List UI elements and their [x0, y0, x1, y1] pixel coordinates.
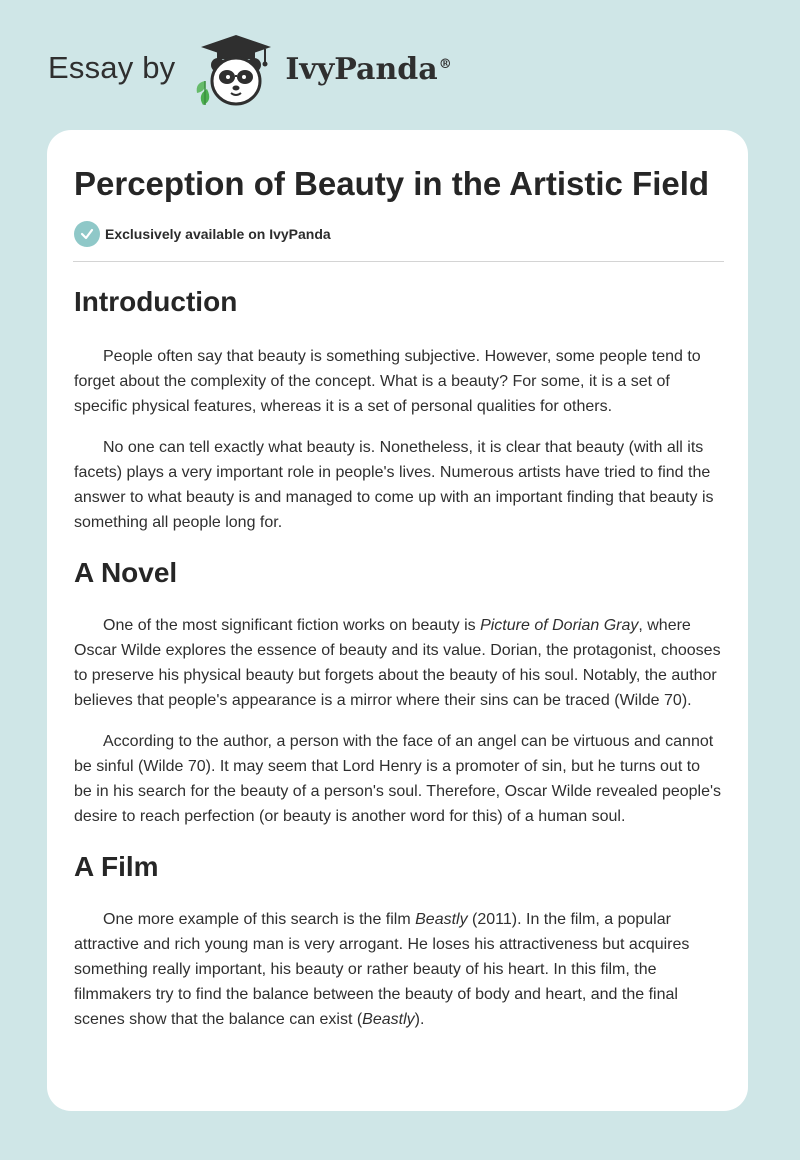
paragraph: People often say that beauty is something subjective. However, some people tend to forget about the complexity of the concept. What is a beauty? For some, it is a set of specific physical features, whereas it is a set of personal qualities for others. [74, 348, 701, 415]
exclusive-label: Exclusively available on IvyPanda [105, 226, 331, 242]
title-divider [73, 261, 724, 262]
paragraph: No one can tell exactly what beauty is. Nonetheless, it is clear that beauty (with all its facets) plays a very important role in people's lives. Numerous artists have tried to find the answer to what beauty is and managed to come up with an important finding that beauty is something all people long for. [74, 439, 714, 531]
brand-header [48, 32, 452, 112]
paragraph: According to the author, a person with the face of an angel can be virtuous and cannot be sinful (Wilde 70). It may seem that Lord Henry is a promoter of sin, but he turns out to be in his search for the beauty of a person's soul. Therefore, Oscar Wilde revealed people's desire to reach perfection (or beauty is another word for this) of a human soul. [74, 733, 722, 825]
panda-logo-icon [193, 33, 279, 109]
section-heading-film: A Film [74, 851, 159, 882]
film-title: Beastly [362, 1011, 415, 1028]
section-heading-novel: A Novel [74, 557, 178, 588]
paragraph: One more example of this search is the film Beastly (2011). In the film, a popular attractive and rich young man is very arrogant. He loses his attractiveness but acquires something really important, his beauty or rather beauty of his heart. In this film, the filmmakers try to find the balance between the beauty of body and heart, and the final scenes show that the balance can exist (Beastly). [74, 911, 690, 1028]
brand-prefix: Essay by [48, 50, 176, 85]
essay-body [74, 284, 722, 1032]
brand-name: IvyPanda® [285, 51, 452, 87]
check-icon [74, 221, 100, 247]
exclusive-badge [74, 221, 331, 247]
film-title: Beastly [415, 911, 468, 928]
book-title: Picture of Dorian Gray [480, 617, 639, 634]
essay-card [47, 130, 748, 1111]
section-heading-introduction: Introduction [74, 286, 238, 317]
page-title: Perception of Beauty in the Artistic Field [74, 165, 710, 202]
paragraph: One of the most significant fiction works on beauty is Picture of Dorian Gray, where Oscar Wilde explores the essence of beauty and its value. Dorian, the protagonist, chooses to preserve his physical beauty but forgets about the beauty of his soul. Notably, the author believes that people's appearance is a mirror where their sins can be traced (Wilde 70). [74, 617, 721, 709]
registered-mark: ® [438, 56, 452, 72]
